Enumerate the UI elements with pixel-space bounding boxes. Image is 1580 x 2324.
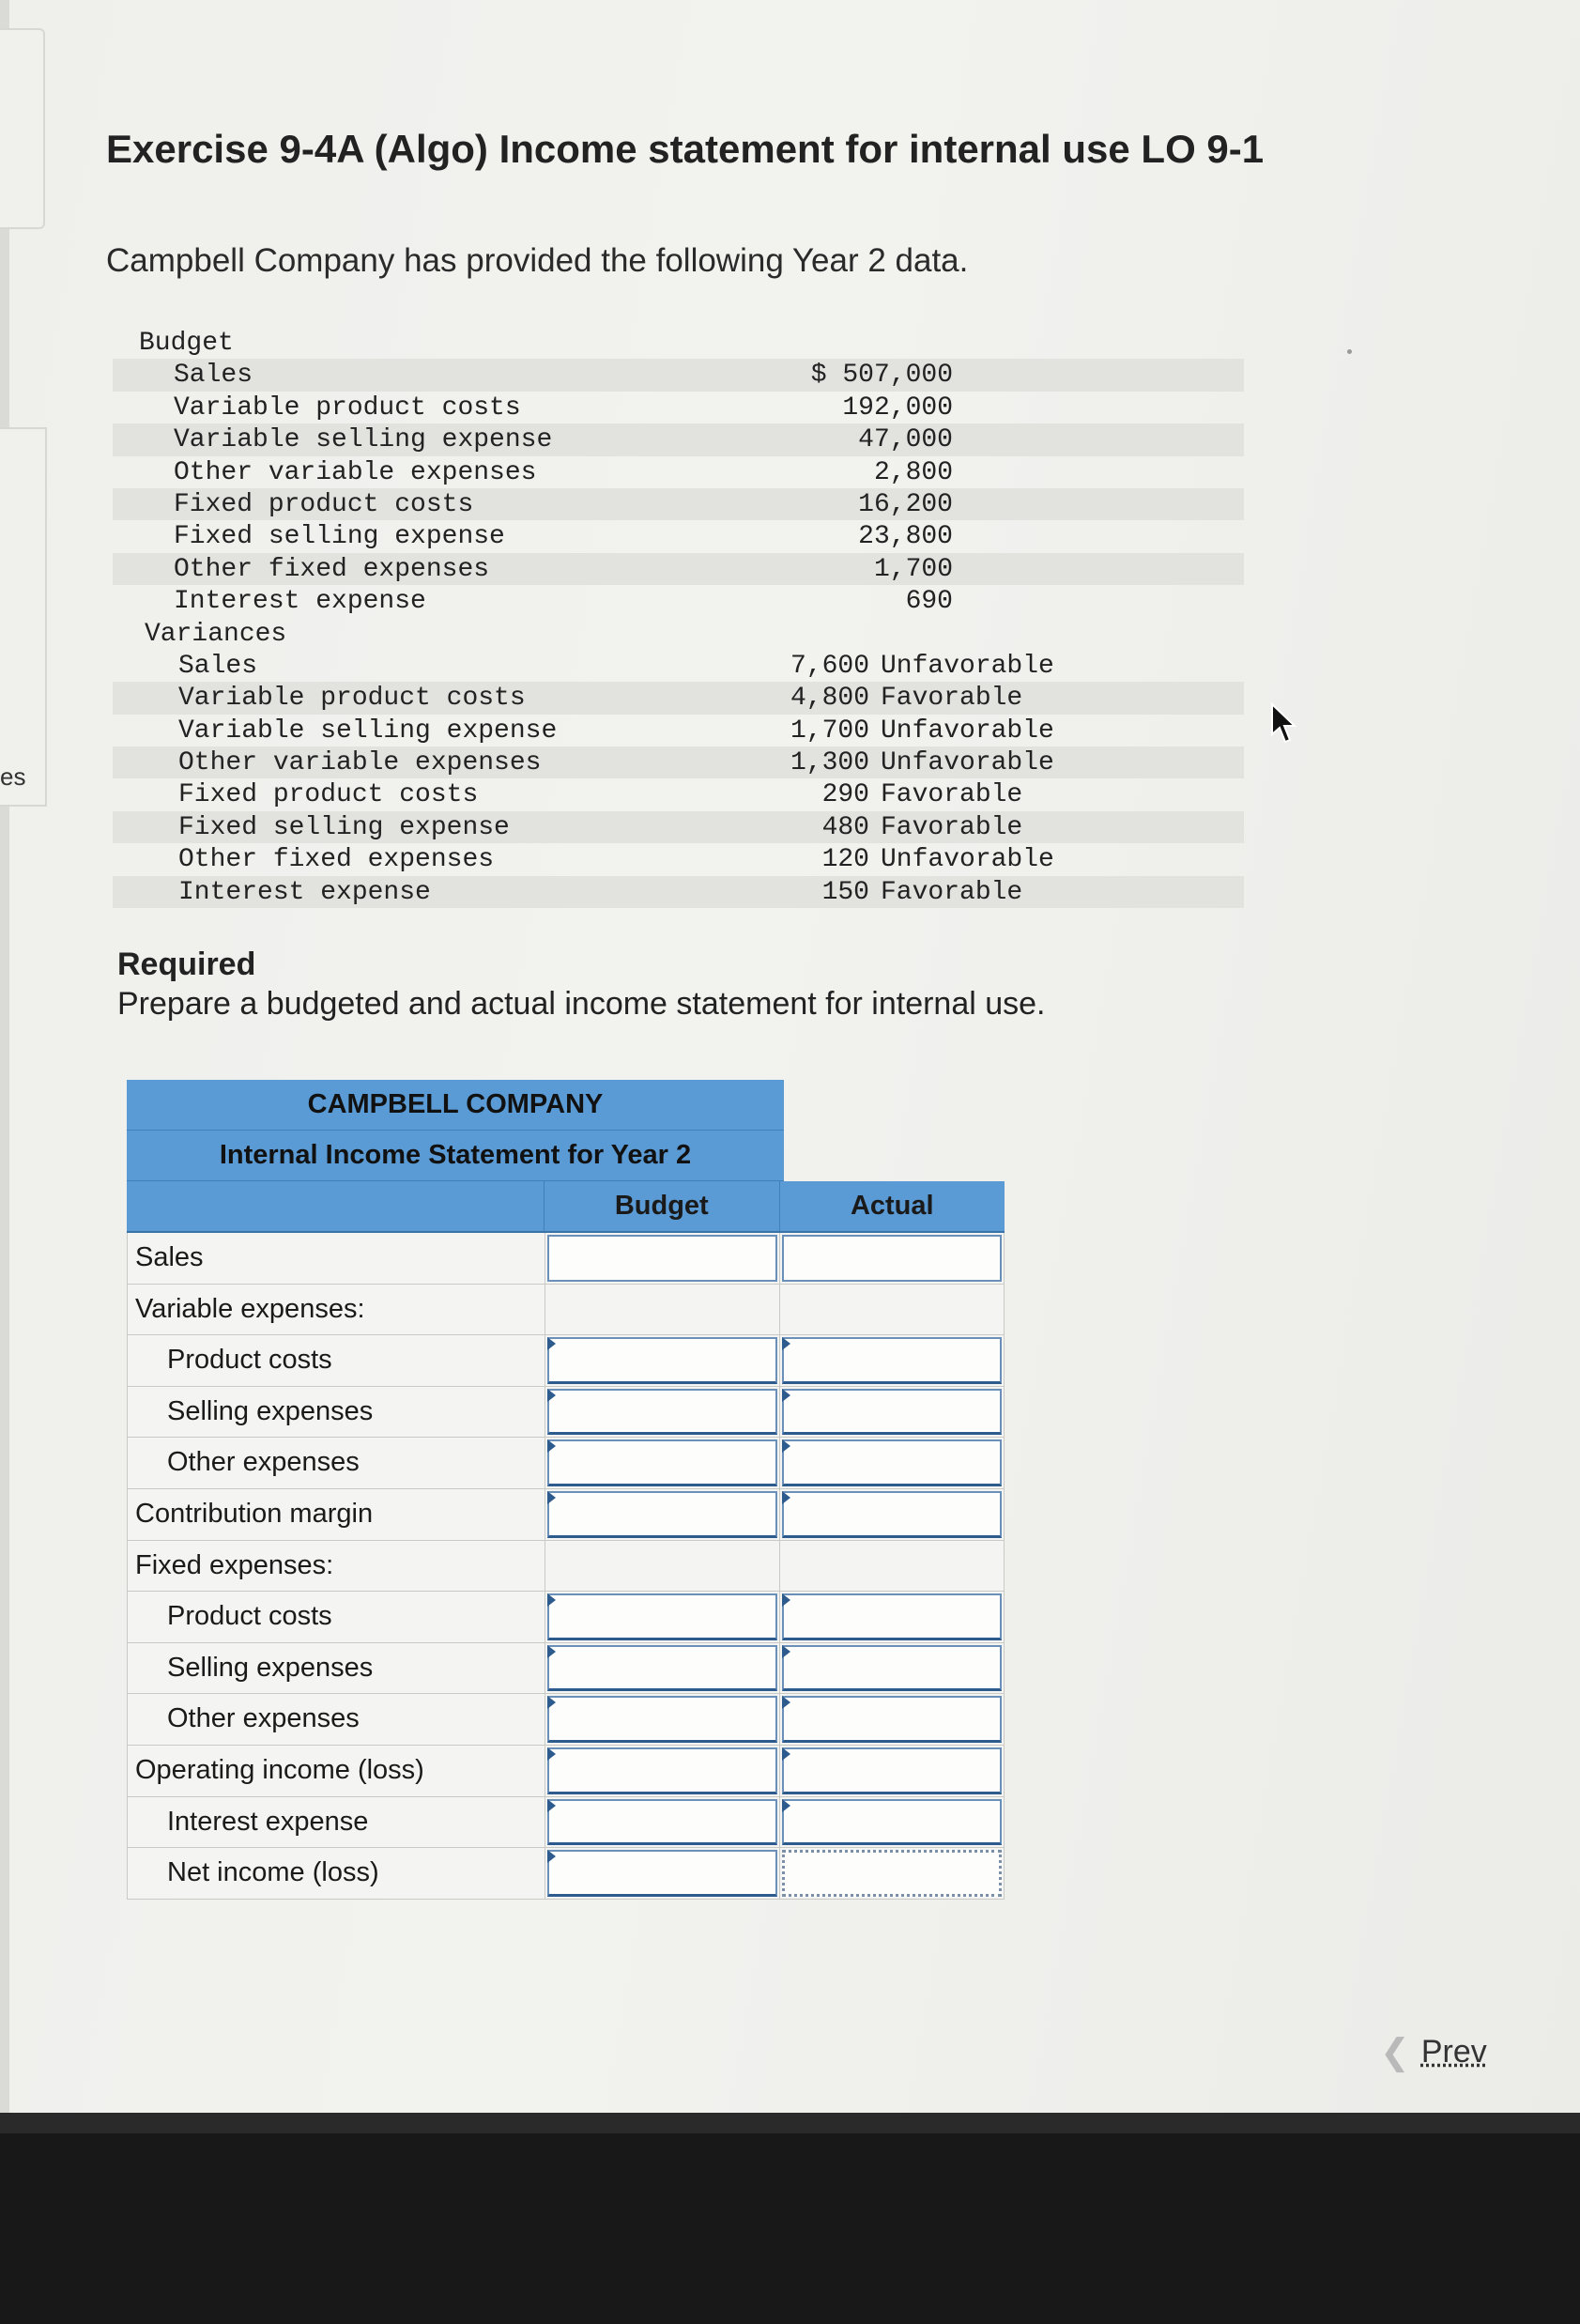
actual-cell [779, 1335, 1005, 1386]
budget-input[interactable] [547, 1645, 777, 1692]
statement-row [127, 1335, 1005, 1387]
budget-item-label: Other fixed expenses [174, 554, 490, 584]
budget-item-label: Sales [174, 361, 253, 391]
budget-item-label: Fixed product costs [174, 489, 474, 519]
budget-input[interactable] [547, 1850, 777, 1897]
variance-item-label: Interest expense [178, 877, 431, 907]
statement-row-label: Product costs [127, 1592, 545, 1642]
budget-data-row [113, 488, 1244, 520]
budget-cell [545, 1233, 779, 1284]
variance-data-row [113, 811, 1244, 843]
budget-data-row [113, 520, 1244, 552]
variance-item-label: Variable selling expense [178, 716, 558, 746]
budget-item-label: Fixed selling expense [174, 522, 505, 552]
header-blank [127, 1181, 544, 1231]
actual-input[interactable] [782, 1799, 1002, 1846]
actual-input[interactable] [782, 1747, 1002, 1794]
budget-data-row [113, 392, 1244, 423]
bezel-edge [0, 2113, 1580, 2133]
actual-cell [779, 1746, 1005, 1796]
variance-data-row [113, 843, 1244, 875]
actual-input[interactable] [782, 1235, 1002, 1282]
variance-item-status: Unfavorable [881, 716, 1054, 746]
decorative-dot [1347, 349, 1352, 354]
budget-item-label: Interest expense [174, 587, 426, 617]
required-heading: Required [117, 947, 256, 982]
budget-item-amount: 192,000 [842, 392, 953, 423]
screen-bezel [0, 2113, 1580, 2324]
variance-data-row [113, 715, 1244, 746]
budget-cell [545, 1489, 779, 1540]
budget-cell [545, 1438, 779, 1488]
actual-input[interactable] [782, 1491, 1002, 1538]
budget-cell [545, 1694, 779, 1745]
statement-row-label: Variable expenses: [127, 1285, 545, 1335]
statement-row-label: Selling expenses [127, 1643, 545, 1694]
required-text: Prepare a budgeted and actual income statement for internal use. [117, 986, 1046, 1022]
budget-heading-row [113, 327, 1244, 359]
variance-item-label: Variable product costs [178, 684, 526, 714]
variance-item-label: Fixed product costs [178, 780, 479, 810]
variance-item-amount: 1,700 [790, 716, 869, 746]
variance-data-row [113, 650, 1244, 682]
budget-cell [545, 1848, 779, 1899]
statement-row-label: Operating income (loss) [127, 1746, 545, 1796]
budget-input[interactable] [547, 1439, 777, 1486]
budget-input[interactable] [547, 1747, 777, 1794]
actual-input[interactable] [782, 1850, 1002, 1897]
budget-data-row [113, 359, 1244, 391]
actual-cell [779, 1438, 1005, 1488]
statement-subtitle: Internal Income Statement for Year 2 [127, 1131, 784, 1181]
budget-item-amount: 2,800 [873, 457, 953, 487]
mouse-cursor-icon [1269, 702, 1297, 749]
actual-cell [779, 1285, 1005, 1335]
variance-data-row [113, 876, 1244, 908]
variances-heading: Variances [145, 619, 287, 649]
variance-item-amount: 150 [821, 877, 869, 907]
budget-input[interactable] [547, 1696, 777, 1743]
statement-row [127, 1489, 1005, 1541]
variance-item-label: Sales [178, 651, 258, 681]
budget-item-amount: 23,800 [858, 522, 953, 552]
statement-row [127, 1592, 1005, 1643]
statement-row-label: Other expenses [127, 1694, 545, 1745]
statement-row-label: Interest expense [127, 1797, 545, 1848]
statement-row [127, 1438, 1005, 1489]
statement-row [127, 1746, 1005, 1797]
variance-item-amount: 480 [821, 812, 869, 842]
budget-item-label: Variable product costs [174, 392, 521, 423]
left-panel-card [0, 28, 45, 229]
budget-cell [545, 1592, 779, 1642]
budget-cell [545, 1335, 779, 1386]
statement-company-name: CAMPBELL COMPANY [127, 1080, 784, 1131]
actual-cell [779, 1797, 1005, 1848]
actual-cell [779, 1592, 1005, 1642]
budget-data-row [113, 553, 1244, 585]
variance-item-status: Favorable [881, 877, 1023, 907]
actual-input[interactable] [782, 1645, 1002, 1692]
side-panel-label: es [0, 762, 26, 791]
variance-item-amount: 290 [821, 780, 869, 810]
statement-row-label: Selling expenses [127, 1387, 545, 1438]
statement-row [127, 1233, 1005, 1285]
prev-label: Prev [1420, 2034, 1487, 2070]
statement-row-label: Sales [127, 1233, 545, 1284]
budget-heading: Budget [139, 329, 234, 358]
statement-row [127, 1541, 1005, 1593]
budget-cell [545, 1643, 779, 1694]
budget-item-amount: 690 [905, 587, 953, 617]
statement-row-label: Product costs [127, 1335, 545, 1386]
actual-cell [779, 1541, 1005, 1592]
statement-row [127, 1285, 1005, 1336]
variance-data-row [113, 682, 1244, 714]
statement-column-header [127, 1181, 1005, 1233]
budget-input[interactable] [547, 1389, 777, 1436]
given-data-table [113, 327, 1244, 908]
variance-item-label: Other fixed expenses [178, 845, 495, 875]
left-panel-card [0, 427, 47, 807]
budget-cell [545, 1387, 779, 1438]
budget-input[interactable] [547, 1799, 777, 1846]
budget-data-row [113, 423, 1244, 455]
prev-button[interactable] [1380, 2031, 1487, 2073]
statement-row-label: Other expenses [127, 1438, 545, 1488]
variance-data-row [113, 778, 1244, 810]
variances-heading-row [113, 618, 1244, 650]
budget-item-label: Variable selling expense [174, 425, 553, 455]
income-statement-form [127, 1080, 1005, 1900]
actual-input[interactable] [782, 1337, 1002, 1384]
actual-cell [779, 1387, 1005, 1438]
left-edge [0, 0, 9, 2113]
budget-cell [545, 1746, 779, 1796]
budget-input[interactable] [547, 1593, 777, 1640]
actual-column-header: Actual [779, 1181, 1005, 1231]
chevron-left-icon: ❮ [1380, 2033, 1410, 2072]
budget-input[interactable] [547, 1235, 777, 1282]
variance-item-label: Fixed selling expense [178, 812, 510, 842]
variance-data-row [113, 746, 1244, 778]
variance-item-amount: 1,300 [790, 748, 869, 778]
statement-row [127, 1848, 1005, 1900]
budget-data-row [113, 585, 1244, 617]
budget-column-header: Budget [544, 1181, 778, 1231]
actual-cell [779, 1233, 1005, 1284]
budget-item-amount: 16,200 [858, 489, 953, 519]
statement-row [127, 1387, 1005, 1439]
budget-cell [545, 1541, 779, 1592]
actual-input[interactable] [782, 1696, 1002, 1743]
actual-input[interactable] [782, 1593, 1002, 1640]
statement-row [127, 1797, 1005, 1849]
actual-cell [779, 1694, 1005, 1745]
variance-item-amount: 4,800 [790, 684, 869, 714]
variance-item-status: Unfavorable [881, 651, 1054, 681]
intro-text: Campbell Company has provided the following Year 2 data. [106, 242, 969, 279]
statement-row-label: Fixed expenses: [127, 1541, 545, 1592]
statement-row-label: Net income (loss) [127, 1848, 545, 1899]
variance-item-status: Unfavorable [881, 748, 1054, 778]
variance-item-amount: 7,600 [790, 651, 869, 681]
budget-item-amount: 1,700 [873, 554, 953, 584]
variance-item-label: Other variable expenses [178, 748, 542, 778]
actual-cell [779, 1643, 1005, 1694]
variance-item-status: Favorable [881, 812, 1023, 842]
budget-input[interactable] [547, 1337, 777, 1384]
budget-item-amount: $ 507,000 [810, 361, 953, 391]
statement-row [127, 1694, 1005, 1746]
actual-cell [779, 1848, 1005, 1899]
actual-input[interactable] [782, 1439, 1002, 1486]
statement-row-label: Contribution margin [127, 1489, 545, 1540]
budget-input[interactable] [547, 1491, 777, 1538]
exercise-title: Exercise 9-4A (Algo) Income statement for internal use LO 9-1 [106, 127, 1265, 171]
variance-item-status: Unfavorable [881, 845, 1054, 875]
budget-item-amount: 47,000 [858, 425, 953, 455]
variance-item-status: Favorable [881, 780, 1023, 810]
budget-data-row [113, 456, 1244, 488]
budget-item-label: Other variable expenses [174, 457, 537, 487]
actual-input[interactable] [782, 1389, 1002, 1436]
budget-cell [545, 1797, 779, 1848]
variance-item-amount: 120 [821, 845, 869, 875]
statement-row [127, 1643, 1005, 1695]
budget-cell [545, 1285, 779, 1335]
variance-item-status: Favorable [881, 684, 1023, 714]
actual-cell [779, 1489, 1005, 1540]
